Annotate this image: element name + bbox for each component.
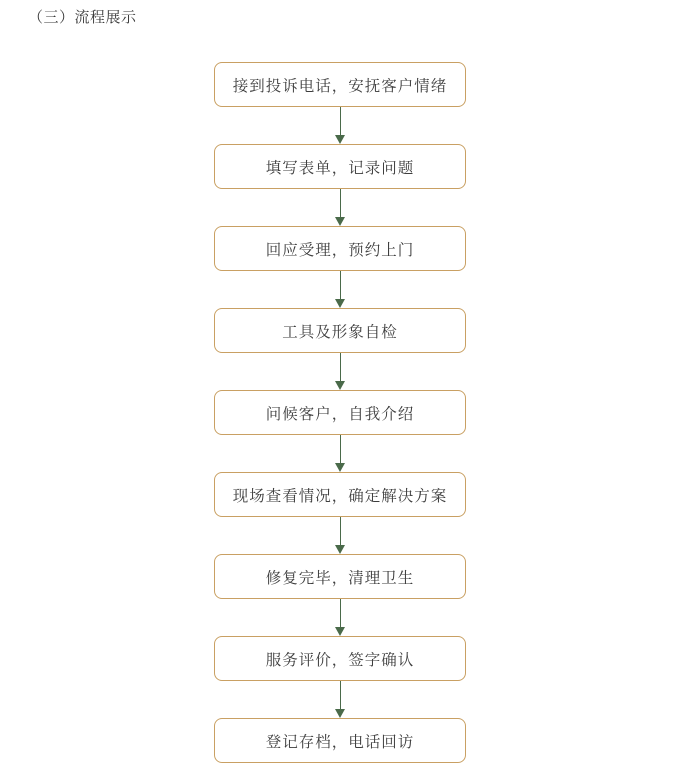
flow-node: 修复完毕，清理卫生 <box>214 554 466 599</box>
flow-arrow-down-icon <box>333 681 347 718</box>
flow-node: 现场查看情况，确定解决方案 <box>214 472 466 517</box>
flow-node: 回应受理，预约上门 <box>214 226 466 271</box>
flowchart <box>0 62 680 763</box>
flow-arrow-down-icon <box>333 107 347 144</box>
flow-node: 接到投诉电话，安抚客户情绪 <box>214 62 466 107</box>
flow-node: 登记存档，电话回访 <box>214 718 466 763</box>
flow-arrow-down-icon <box>333 517 347 554</box>
flow-arrow-down-icon <box>333 353 347 390</box>
flow-arrow-down-icon <box>333 271 347 308</box>
flow-node: 填写表单，记录问题 <box>214 144 466 189</box>
flow-arrow-down-icon <box>333 435 347 472</box>
flow-node: 问候客户，自我介绍 <box>214 390 466 435</box>
flow-node: 工具及形象自检 <box>214 308 466 353</box>
flow-arrow-down-icon <box>333 189 347 226</box>
flow-node: 服务评价，签字确认 <box>214 636 466 681</box>
flow-arrow-down-icon <box>333 599 347 636</box>
page-title: （三）流程展示 <box>28 8 137 26</box>
